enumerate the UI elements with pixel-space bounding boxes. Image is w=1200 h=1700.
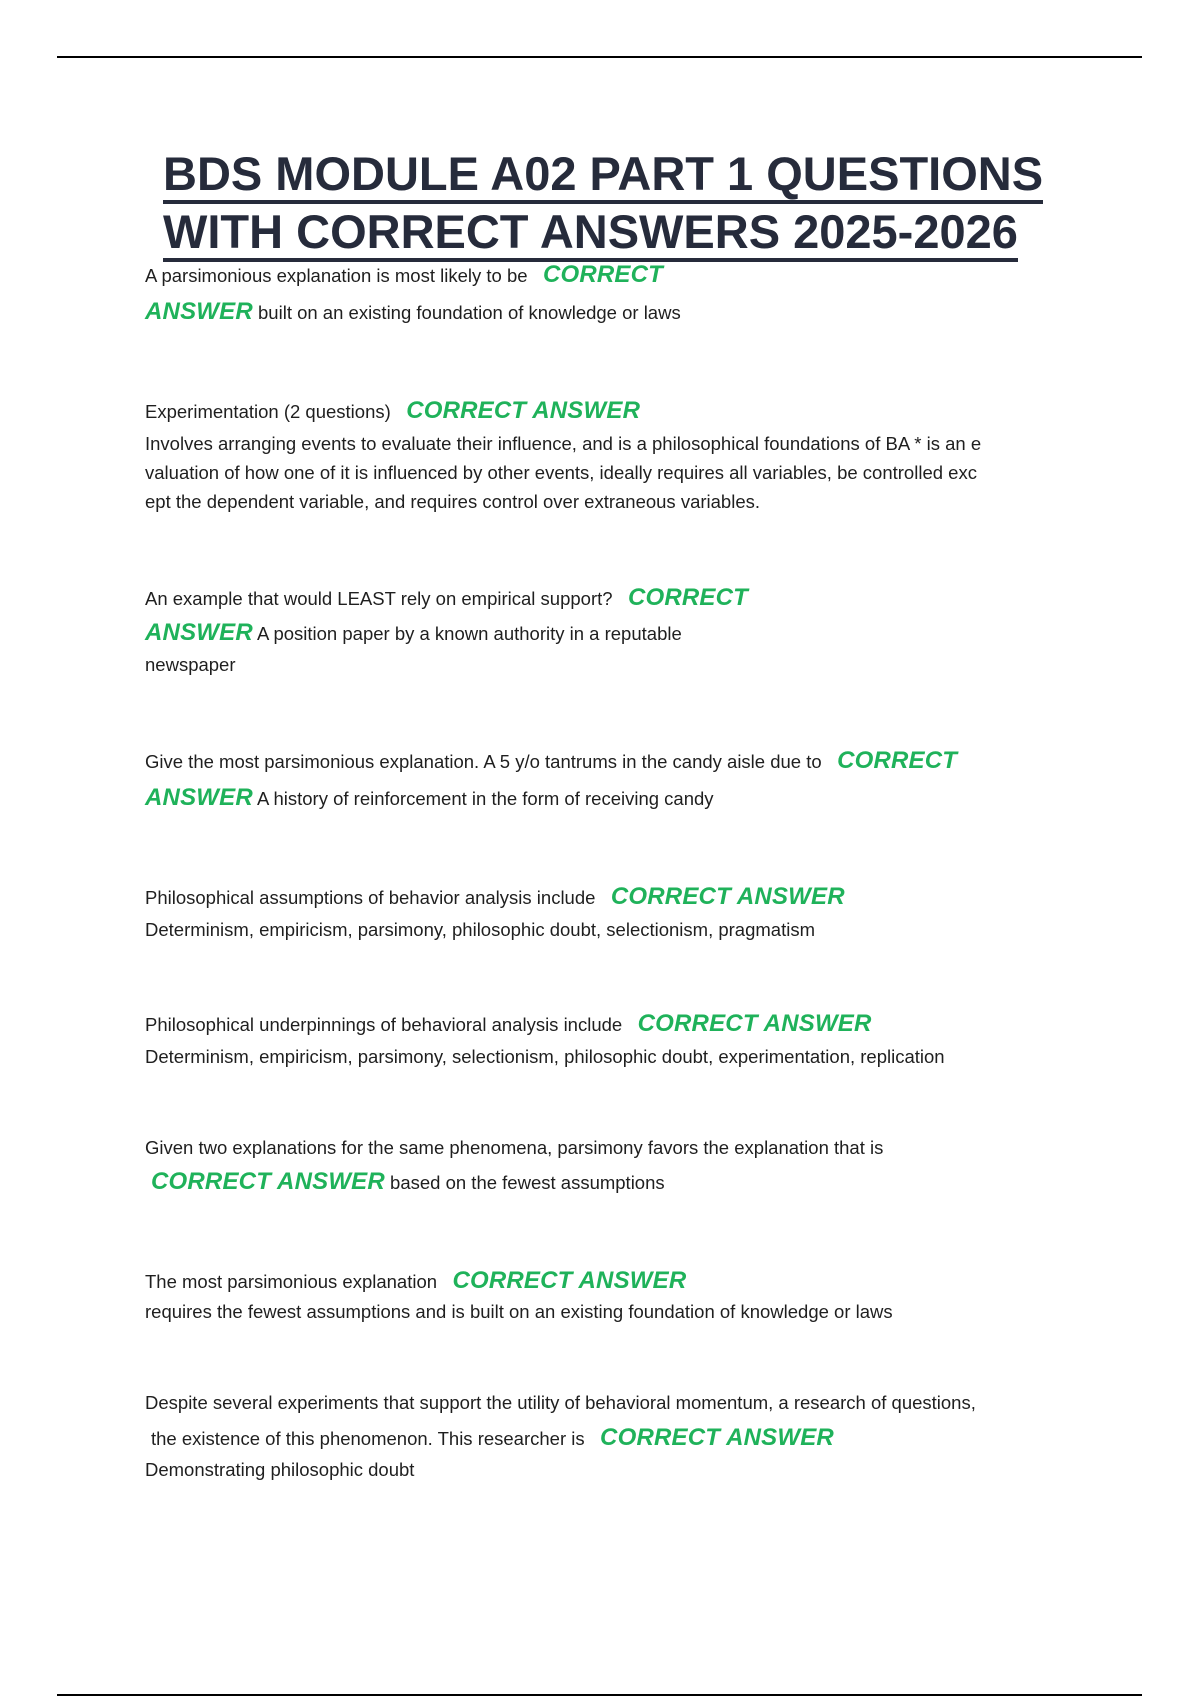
answer-text: Determinism, empiricism, parsimony, selectionism, philosophic doubt, experimentation, replication [145,1046,945,1067]
question-text: The most parsimonious explanation [145,1271,438,1292]
answer-text-line: valuation of how one of it is influenced by other events, ideally requires all variables, be controlled exc [145,462,977,483]
correct-answer-label: CORRECT ANSWER [610,883,845,910]
question-text-line: the existence of this phenomenon. This researcher is [151,1428,585,1449]
title-line-1: BDS MODULE A02 PART 1 QUESTIONS [163,148,1043,204]
correct-answer-label: ANSWER [145,619,253,646]
question-text: Philosophical underpinnings of behavioral analysis include [145,1014,623,1035]
answer-text: Demonstrating philosophic doubt [145,1459,415,1480]
correct-answer-label: CORRECT [627,584,749,611]
question-text: Philosophical assumptions of behavior analysis include [145,887,596,908]
question-text: A parsimonious explanation is most likely to be [145,265,528,286]
correct-answer-label: CORRECT [542,261,664,288]
qa-item-6 [145,1009,1095,1071]
answer-text: built on an existing foundation of knowledge or laws [258,302,681,323]
correct-answer-label: CORRECT ANSWER [452,1267,687,1294]
top-rule [57,56,1142,58]
correct-answer-label: CORRECT ANSWER [637,1010,872,1037]
correct-answer-label: CORRECT [837,747,958,774]
answer-text: A position paper by a known authority in a reputable [257,623,682,644]
question-text: An example that would LEAST rely on empirical support? [145,588,613,609]
answer-text: based on the fewest assumptions [390,1172,665,1193]
answer-text: A history of reinforcement in the form of receiving candy [257,788,714,809]
title-line-2: WITH CORRECT ANSWERS 2025-2026 [163,206,1018,262]
answer-text: requires the fewest assumptions and is built on an existing foundation of knowledge or laws [145,1301,893,1322]
answer-text-line: newspaper [145,654,236,675]
question-text-line: Despite several experiments that support the utility of behavioral momentum, a research of questions, [145,1392,976,1413]
qa-item-8 [145,1266,1095,1326]
question-text: Experimentation (2 questions) [145,401,391,422]
correct-answer-label: CORRECT ANSWER [151,1168,385,1195]
bottom-rule [57,1694,1142,1696]
document-title [163,146,1123,262]
answer-text: Determinism, empiricism, parsimony, philosophic doubt, selectionism, pragmatism [145,919,815,940]
correct-answer-label: ANSWER [145,784,253,811]
answer-text-line: ept the dependent variable, and requires control over extraneous variables. [145,491,760,512]
answer-text-line: Involves arranging events to evaluate their influence, and is a philosophical foundations of BA * is an e [145,433,982,454]
question-text: Give the most parsimonious explanation. A 5 y/o tantrums in the candy aisle due to [145,751,822,772]
qa-item-5 [145,882,1095,944]
correct-answer-label: ANSWER [145,298,253,325]
qa-item-4 [145,746,1095,816]
qa-item-2 [145,396,1095,516]
correct-answer-label: CORRECT ANSWER [406,397,641,424]
qa-item-7 [145,1133,1095,1200]
qa-item-1 [145,260,1095,330]
question-text: Given two explanations for the same phenomena, parsimony favors the explanation that is [145,1137,884,1158]
correct-answer-label: CORRECT ANSWER [600,1424,834,1451]
qa-item-9 [145,1388,1095,1483]
qa-item-3 [145,583,1095,679]
